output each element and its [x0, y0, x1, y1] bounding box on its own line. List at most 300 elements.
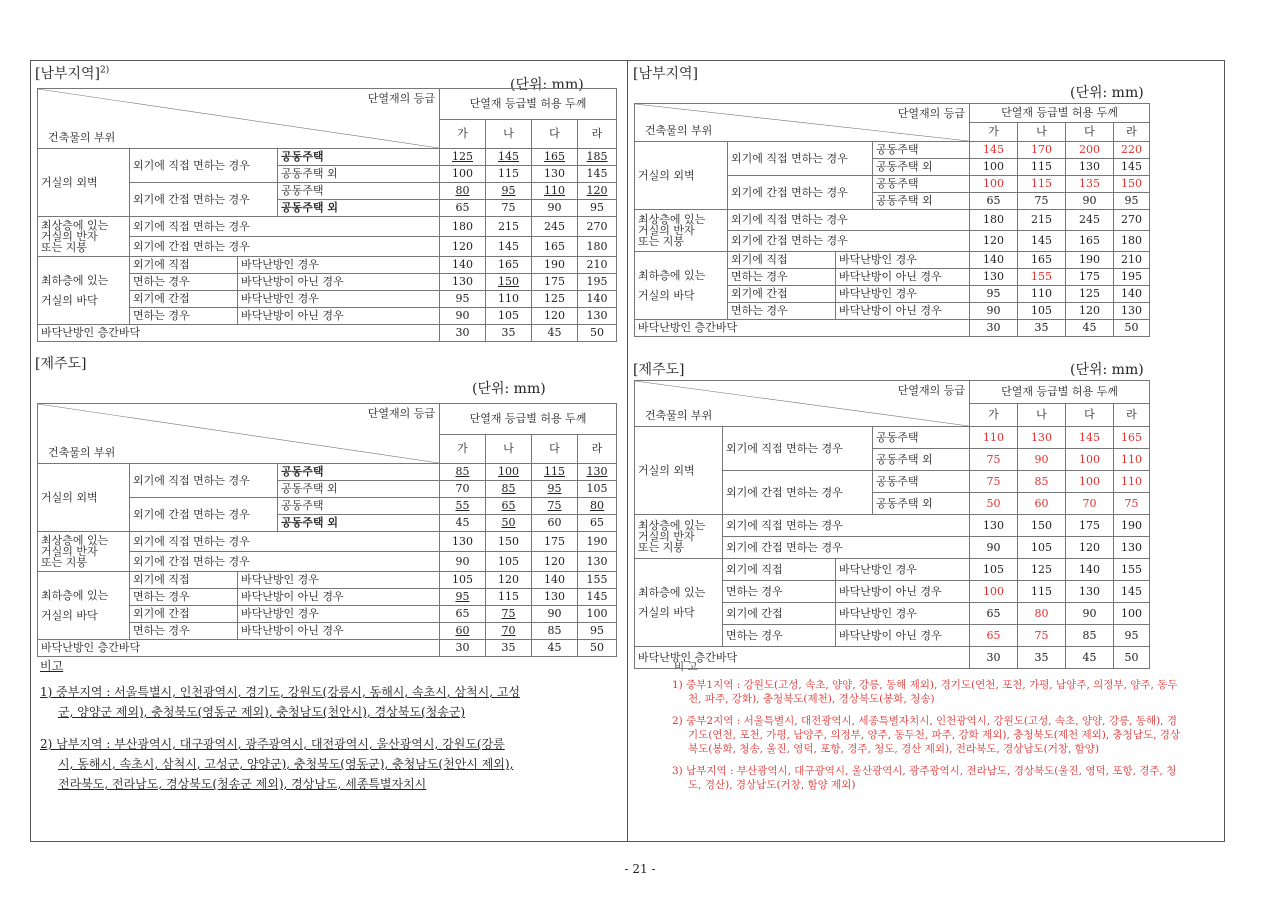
rj-wi_apt-value: 85 — [1018, 471, 1066, 493]
rs-wi_ex-value: 65 — [970, 193, 1018, 210]
grade-da-header: 다 — [1066, 404, 1114, 427]
lj-fih-value: 65 — [440, 606, 486, 623]
lj-ri-value: 90 — [440, 552, 486, 572]
mid-floor-label: 바닥난방인 층간바닥 — [38, 325, 440, 342]
floor-label-line: 거실의 바닥 — [41, 293, 98, 307]
rs-fdh-value: 210 — [1114, 252, 1150, 269]
wall-indirect-label: 외기에 간접 면하는 경우 — [130, 498, 278, 532]
roof-label-line: 최상층에 있는 — [638, 519, 706, 532]
apt-label: 공동주택 — [278, 183, 440, 200]
heated-label: 바닥난방인 경우 — [238, 606, 440, 623]
roof-label-line: 최상층에 있는 — [41, 219, 109, 232]
lj-fdn-value: 95 — [440, 589, 486, 606]
ls-fin-value: 105 — [486, 308, 532, 325]
rj-wd_apt-value: 110 — [970, 427, 1018, 449]
left-notes — [40, 656, 590, 794]
apt-ex-label: 공동주택 외 — [278, 515, 440, 532]
apt-ex-label: 공동주택 외 — [873, 449, 970, 471]
heated-label: 바닥난방인 경우 — [836, 559, 970, 581]
header-diagonal-cell — [635, 381, 970, 427]
rs-wd_apt-value: 145 — [970, 142, 1018, 159]
lj-mid-value: 35 — [486, 640, 532, 657]
column-divider — [627, 60, 628, 842]
lj-fin-value: 95 — [578, 623, 617, 640]
rs-wd_apt-value: 170 — [1018, 142, 1066, 159]
ls-fih-value: 95 — [440, 291, 486, 308]
right-south-heading: [남부지역] — [633, 66, 699, 82]
floor-indirect-label-2: 면하는 경우 — [130, 623, 238, 640]
floor-direct-label-1: 외기에 직접 — [130, 572, 238, 589]
rs-wi_ex-value: 95 — [1114, 193, 1150, 210]
roof-label — [635, 210, 728, 252]
lj-wd_apt-value: 130 — [578, 464, 617, 481]
rs-rd-value: 215 — [1018, 210, 1066, 231]
lj-mid-value: 50 — [578, 640, 617, 657]
apt-label: 공동주택 — [873, 471, 970, 493]
ls-fin-value: 130 — [578, 308, 617, 325]
ls-wd_ex-value: 115 — [486, 166, 532, 183]
wall-direct-label: 외기에 직접 면하는 경우 — [130, 149, 278, 183]
lj-grid — [37, 403, 617, 657]
heated-label: 바닥난방인 경우 — [836, 252, 970, 269]
rj-rd-value: 150 — [1018, 515, 1066, 537]
rs-mid-value: 50 — [1114, 320, 1150, 337]
lj-fdn-value: 145 — [578, 589, 617, 606]
rj-wi_ex-value: 60 — [1018, 493, 1066, 515]
rs-wd_ex-value: 145 — [1114, 159, 1150, 176]
ls-wd_apt-value: 165 — [532, 149, 578, 166]
ls-rd-value: 245 — [532, 217, 578, 237]
ls-fdh-value: 165 — [486, 257, 532, 274]
left-note-1a: 1) 중부지역 : 서울특별시, 인천광역시, 경기도, 강원도(강릉시, 동해시, 속초시, 삼척시, 고성 — [40, 685, 521, 699]
apt-ex-label: 공동주택 외 — [873, 493, 970, 515]
floor-label-line: 최하층에 있는 — [638, 585, 706, 599]
roof-indirect-label: 외기에 간접 면하는 경우 — [130, 552, 440, 572]
ls-fdn-value: 130 — [440, 274, 486, 291]
ls-wi_ex-value: 90 — [532, 200, 578, 217]
mid-floor-label: 바닥난방인 층간바닥 — [635, 647, 970, 669]
heated-label: 바닥난방인 경우 — [238, 257, 440, 274]
left-notes-title: 비고 — [40, 659, 64, 673]
wall-indirect-label: 외기에 간접 면하는 경우 — [728, 176, 873, 210]
lj-wi_apt-value: 80 — [578, 498, 617, 515]
ls-wi_apt-value: 120 — [578, 183, 617, 200]
rs-rd-value: 270 — [1114, 210, 1150, 231]
lj-wd_ex-value: 85 — [486, 481, 532, 498]
apt-ex-label: 공동주택 외 — [278, 200, 440, 217]
roof-label-line: 거실의 반자 — [41, 230, 98, 243]
rj-fih-value: 100 — [1114, 603, 1150, 625]
wall-direct-label: 외기에 직접 면하는 경우 — [728, 142, 873, 176]
lj-fih-value: 100 — [578, 606, 617, 623]
ls-fih-value: 125 — [532, 291, 578, 308]
rs-fin-value: 90 — [970, 303, 1018, 320]
floor-label — [38, 572, 130, 640]
apt-ex-label: 공동주택 외 — [278, 166, 440, 183]
ls-mid-value: 45 — [532, 325, 578, 342]
roof-indirect-label: 외기에 간접 면하는 경우 — [723, 537, 970, 559]
rs-fih-value: 125 — [1066, 286, 1114, 303]
rs-rd-value: 180 — [970, 210, 1018, 231]
rs-mid-value: 30 — [970, 320, 1018, 337]
floor-label-line: 최하층에 있는 — [41, 588, 109, 602]
rj-fdh-value: 125 — [1018, 559, 1066, 581]
ls-fdh-value: 210 — [578, 257, 617, 274]
rs-ri-value: 145 — [1018, 231, 1066, 252]
ls-ri-value: 120 — [440, 237, 486, 257]
ls-wi_apt-value: 95 — [486, 183, 532, 200]
rs-wd_ex-value: 130 — [1066, 159, 1114, 176]
left-note-1b: 군, 양양군 제외), 충청북도(영동군 제외), 충청남도(천안시), 경상북도(청송군) — [58, 705, 466, 719]
floor-direct-label-2: 면하는 경우 — [723, 581, 836, 603]
rs-mid-value: 35 — [1018, 320, 1066, 337]
lj-wi_ex-value: 60 — [532, 515, 578, 532]
page-number: - 21 - — [624, 862, 656, 876]
floor-label-line: 거실의 바닥 — [638, 605, 695, 619]
wall-label: 거실의 외벽 — [635, 142, 728, 210]
rj-fih-value: 80 — [1018, 603, 1066, 625]
ls-wi_apt-value: 80 — [440, 183, 486, 200]
rs-grid — [634, 103, 1150, 337]
rj-mid-value: 30 — [970, 647, 1018, 669]
floor-direct-label-2: 면하는 경우 — [130, 589, 238, 606]
apt-ex-label: 공동주택 외 — [873, 159, 970, 176]
roof-label-line: 거실의 반자 — [638, 224, 695, 237]
ls-grid — [37, 88, 617, 342]
part-header-label: 건축물의 부위 — [645, 124, 713, 137]
left-jeju-heading: [제주도] — [35, 356, 87, 372]
grade-header-label: 단열재의 등급 — [897, 384, 965, 397]
rs-wi_apt-value: 100 — [970, 176, 1018, 193]
header-diagonal-cell — [38, 89, 440, 149]
grade-header-label: 단열재의 등급 — [897, 107, 965, 120]
rs-wi_ex-value: 75 — [1018, 193, 1066, 210]
header-diagonal-cell — [38, 404, 440, 464]
roof-label — [635, 515, 723, 559]
floor-label — [635, 252, 728, 320]
floor-indirect-label-1: 외기에 간접 — [130, 291, 238, 308]
ls-fdn-value: 150 — [486, 274, 532, 291]
grade-ra-header: 라 — [578, 120, 617, 149]
header-diagonal-cell — [635, 104, 970, 142]
wall-indirect-label: 외기에 간접 면하는 경우 — [130, 183, 278, 217]
lj-ri-value: 130 — [578, 552, 617, 572]
floor-indirect-label-2: 면하는 경우 — [728, 303, 836, 320]
roof-direct-label: 외기에 직접 면하는 경우 — [723, 515, 970, 537]
lj-mid-value: 30 — [440, 640, 486, 657]
grade-da-header: 다 — [532, 120, 578, 149]
nonheated-label: 바닥난방이 아닌 경우 — [836, 581, 970, 603]
heated-label: 바닥난방인 경우 — [238, 572, 440, 589]
lj-fih-value: 75 — [486, 606, 532, 623]
roof-label — [38, 532, 130, 572]
lj-rd-value: 130 — [440, 532, 486, 552]
grade-na-header: 나 — [1018, 404, 1066, 427]
ls-rd-value: 270 — [578, 217, 617, 237]
thickness-header: 단열재 등급별 허용 두께 — [440, 404, 617, 435]
grade-na-header: 나 — [486, 120, 532, 149]
wall-label: 거실의 외벽 — [38, 149, 130, 217]
floor-label-line: 최하층에 있는 — [41, 273, 109, 287]
rj-ri-value: 120 — [1066, 537, 1114, 559]
rj-wi_apt-value: 100 — [1066, 471, 1114, 493]
rj-wi_apt-value: 75 — [970, 471, 1018, 493]
right-jeju-heading: [제주도] — [633, 362, 685, 378]
rs-fdh-value: 140 — [970, 252, 1018, 269]
lj-rd-value: 150 — [486, 532, 532, 552]
right-note-1: 1) 중부1지역 : 강원도(고성, 속초, 양양, 강릉, 동해 제외), 경기도(연천, 포천, 가평, 남양주, 의정부, 양주, 동두천, 파주, 강화), 충청북도(제천), 경상북도(봉화, 청송) — [672, 679, 1178, 705]
right-south-unit: (단위: mm) — [1070, 85, 1144, 101]
rj-fih-value: 65 — [970, 603, 1018, 625]
rs-fin-value: 120 — [1066, 303, 1114, 320]
left-south-heading: [남부지역]$^{2)}$ — [35, 65, 110, 82]
grade-ga-header: 가 — [970, 404, 1018, 427]
lj-ri-value: 120 — [532, 552, 578, 572]
roof-label-line: 최상층에 있는 — [41, 534, 109, 547]
rj-wi_apt-value: 110 — [1114, 471, 1150, 493]
lj-wd_apt-value: 115 — [532, 464, 578, 481]
part-header-label: 건축물의 부위 — [645, 409, 713, 422]
roof-indirect-label: 외기에 간접 면하는 경우 — [728, 231, 970, 252]
rs-wi_ex-value: 90 — [1066, 193, 1114, 210]
nonheated-label: 바닥난방이 아닌 경우 — [836, 303, 970, 320]
apt-label: 공동주택 — [873, 176, 970, 193]
ls-wd_ex-value: 100 — [440, 166, 486, 183]
ls-fdn-value: 175 — [532, 274, 578, 291]
roof-label-line: 거실의 반자 — [41, 545, 98, 558]
apt-label: 공동주택 — [278, 498, 440, 515]
nonheated-label: 바닥난방이 아닌 경우 — [836, 269, 970, 286]
thickness-header: 단열재 등급별 허용 두께 — [440, 89, 617, 120]
floor-direct-label-1: 외기에 직접 — [130, 257, 238, 274]
rj-fdn-value: 130 — [1066, 581, 1114, 603]
heated-label: 바닥난방인 경우 — [836, 603, 970, 625]
rs-fih-value: 110 — [1018, 286, 1066, 303]
rj-wd_apt-value: 165 — [1114, 427, 1150, 449]
rs-fin-value: 105 — [1018, 303, 1066, 320]
mid-floor-label: 바닥난방인 층간바닥 — [38, 640, 440, 657]
lj-fin-value: 60 — [440, 623, 486, 640]
lj-fdh-value: 140 — [532, 572, 578, 589]
grade-header-label: 단열재의 등급 — [367, 92, 435, 105]
rs-ri-value: 165 — [1066, 231, 1114, 252]
thickness-header: 단열재 등급별 허용 두께 — [970, 104, 1150, 123]
floor-direct-label-1: 외기에 직접 — [723, 559, 836, 581]
roof-label-line: 또는 지붕 — [638, 235, 685, 248]
rs-wi_apt-value: 115 — [1018, 176, 1066, 193]
lj-wi_ex-value: 65 — [578, 515, 617, 532]
ls-fih-value: 110 — [486, 291, 532, 308]
ls-fdh-value: 140 — [440, 257, 486, 274]
grade-na-header: 나 — [1018, 123, 1066, 142]
grade-ga-header: 가 — [440, 435, 486, 464]
rs-wi_apt-value: 150 — [1114, 176, 1150, 193]
ls-mid-value: 30 — [440, 325, 486, 342]
rj-rd-value: 130 — [970, 515, 1018, 537]
nonheated-label: 바닥난방이 아닌 경우 — [836, 625, 970, 647]
lj-rd-value: 175 — [532, 532, 578, 552]
rs-fdh-value: 165 — [1018, 252, 1066, 269]
rs-wd_ex-value: 100 — [970, 159, 1018, 176]
apt-label: 공동주택 — [278, 149, 440, 166]
rs-fdh-value: 190 — [1066, 252, 1114, 269]
lj-wd_apt-value: 100 — [486, 464, 532, 481]
rs-fdn-value: 130 — [970, 269, 1018, 286]
wall-direct-label: 외기에 직접 면하는 경우 — [130, 464, 278, 498]
roof-label — [38, 217, 130, 257]
ls-wi_ex-value: 65 — [440, 200, 486, 217]
lj-fdn-value: 130 — [532, 589, 578, 606]
rj-fdh-value: 155 — [1114, 559, 1150, 581]
lj-fdh-value: 120 — [486, 572, 532, 589]
rj-fin-value: 65 — [970, 625, 1018, 647]
wall-label: 거실의 외벽 — [38, 464, 130, 532]
roof-direct-label: 외기에 직접 면하는 경우 — [130, 217, 440, 237]
lj-rd-value: 190 — [578, 532, 617, 552]
floor-direct-label-2: 면하는 경우 — [130, 274, 238, 291]
apt-ex-label: 공동주택 외 — [278, 481, 440, 498]
rj-ri-value: 130 — [1114, 537, 1150, 559]
lj-wi_ex-value: 45 — [440, 515, 486, 532]
left-note-2c: 전라북도, 전라남도, 경상북도(청송군 제외), 경상남도, 세종특별자치시 — [58, 777, 427, 791]
ls-mid-value: 50 — [578, 325, 617, 342]
roof-direct-label: 외기에 직접 면하는 경우 — [130, 532, 440, 552]
ls-wd_apt-value: 145 — [486, 149, 532, 166]
rj-mid-value: 45 — [1066, 647, 1114, 669]
floor-indirect-label-1: 외기에 간접 — [723, 603, 836, 625]
rj-wd_apt-value: 130 — [1018, 427, 1066, 449]
rs-wi_apt-value: 135 — [1066, 176, 1114, 193]
wall-direct-label: 외기에 직접 면하는 경우 — [723, 427, 873, 471]
grade-na-header: 나 — [486, 435, 532, 464]
rj-fih-value: 90 — [1066, 603, 1114, 625]
rs-fdn-value: 175 — [1066, 269, 1114, 286]
rj-grid — [634, 380, 1150, 669]
rs-rd-value: 245 — [1066, 210, 1114, 231]
floor-indirect-label-2: 면하는 경우 — [723, 625, 836, 647]
rs-fih-value: 140 — [1114, 286, 1150, 303]
floor-indirect-label-1: 외기에 간접 — [728, 286, 836, 303]
left-note-2a: 2) 남부지역 : 부산광역시, 대구광역시, 광주광역시, 대전광역시, 울산광역시, 강원도(강릉 — [40, 737, 505, 751]
rj-rd-value: 175 — [1066, 515, 1114, 537]
rs-mid-value: 45 — [1066, 320, 1114, 337]
rs-wd_apt-value: 200 — [1066, 142, 1114, 159]
roof-indirect-label: 외기에 간접 면하는 경우 — [130, 237, 440, 257]
floor-indirect-label-1: 외기에 간접 — [130, 606, 238, 623]
floor-direct-label-2: 면하는 경우 — [728, 269, 836, 286]
rj-ri-value: 105 — [1018, 537, 1066, 559]
roof-label-line: 또는 지붕 — [41, 556, 88, 569]
rj-fin-value: 85 — [1066, 625, 1114, 647]
ls-wi_ex-value: 95 — [578, 200, 617, 217]
mid-floor-label: 바닥난방인 층간바닥 — [635, 320, 970, 337]
lj-wd_apt-value: 85 — [440, 464, 486, 481]
ls-fdn-value: 195 — [578, 274, 617, 291]
grade-ga-header: 가 — [970, 123, 1018, 142]
grade-header-label: 단열재의 등급 — [367, 407, 435, 420]
lj-wd_ex-value: 95 — [532, 481, 578, 498]
ls-wi_ex-value: 75 — [486, 200, 532, 217]
lj-wd_ex-value: 70 — [440, 481, 486, 498]
lj-fin-value: 85 — [532, 623, 578, 640]
rj-fdh-value: 105 — [970, 559, 1018, 581]
lj-wd_ex-value: 105 — [578, 481, 617, 498]
rj-fdn-value: 100 — [970, 581, 1018, 603]
rs-ri-value: 120 — [970, 231, 1018, 252]
grade-ga-header: 가 — [440, 120, 486, 149]
ls-wi_apt-value: 110 — [532, 183, 578, 200]
rj-mid-value: 35 — [1018, 647, 1066, 669]
roof-label-line: 최상층에 있는 — [638, 213, 706, 226]
ls-fin-value: 120 — [532, 308, 578, 325]
ls-wd_apt-value: 125 — [440, 149, 486, 166]
rj-wd_ex-value: 100 — [1066, 449, 1114, 471]
ls-ri-value: 180 — [578, 237, 617, 257]
grade-ra-header: 라 — [578, 435, 617, 464]
lj-ri-value: 105 — [486, 552, 532, 572]
rj-wi_ex-value: 70 — [1066, 493, 1114, 515]
rs-fih-value: 95 — [970, 286, 1018, 303]
rj-fdn-value: 115 — [1018, 581, 1066, 603]
rj-wd_ex-value: 90 — [1018, 449, 1066, 471]
nonheated-label: 바닥난방이 아닌 경우 — [238, 589, 440, 606]
left-note-2b: 시, 동해시, 속초시, 삼척시, 고성군, 양양군), 충청북도(영동군), 충청남도(천안시 제외), — [58, 757, 514, 771]
lj-wi_apt-value: 55 — [440, 498, 486, 515]
ls-fdh-value: 190 — [532, 257, 578, 274]
rj-ri-value: 90 — [970, 537, 1018, 559]
rs-fdn-value: 155 — [1018, 269, 1066, 286]
right-notes — [672, 660, 1184, 800]
roof-label-line: 또는 지붕 — [638, 541, 685, 554]
roof-label-line: 거실의 반자 — [638, 530, 695, 543]
right-notes-title: 비 고 — [674, 661, 698, 673]
grade-ra-header: 라 — [1114, 123, 1150, 142]
floor-label-line: 거실의 바닥 — [638, 288, 695, 302]
roof-direct-label: 외기에 직접 면하는 경우 — [728, 210, 970, 231]
floor-label — [635, 559, 723, 647]
wall-indirect-label: 외기에 간접 면하는 경우 — [723, 471, 873, 515]
apt-ex-label: 공동주택 외 — [873, 193, 970, 210]
grade-da-header: 다 — [532, 435, 578, 464]
roof-label-line: 또는 지붕 — [41, 241, 88, 254]
ls-mid-value: 35 — [486, 325, 532, 342]
floor-direct-label-1: 외기에 직접 — [728, 252, 836, 269]
ls-fih-value: 140 — [578, 291, 617, 308]
rj-wi_ex-value: 50 — [970, 493, 1018, 515]
rs-wd_apt-value: 220 — [1114, 142, 1150, 159]
rs-fdn-value: 195 — [1114, 269, 1150, 286]
apt-label: 공동주택 — [278, 464, 440, 481]
part-header-label: 건축물의 부위 — [48, 446, 116, 459]
floor-indirect-label-2: 면하는 경우 — [130, 308, 238, 325]
rj-rd-value: 190 — [1114, 515, 1150, 537]
lj-wi_ex-value: 50 — [486, 515, 532, 532]
ls-rd-value: 180 — [440, 217, 486, 237]
rs-wd_ex-value: 115 — [1018, 159, 1066, 176]
right-note-3: 3) 남부지역 : 부산광역시, 대구광역시, 울산광역시, 광주광역시, 전라남도, 경상북도(울진, 영덕, 포항, 경주, 청도, 경산), 경상남도(거창, 함양 제외) — [672, 765, 1177, 791]
left-jeju-unit: (단위: mm) — [472, 381, 546, 397]
rj-wd_apt-value: 145 — [1066, 427, 1114, 449]
ls-wd_apt-value: 185 — [578, 149, 617, 166]
lj-fin-value: 70 — [486, 623, 532, 640]
apt-label: 공동주택 — [873, 427, 970, 449]
rj-fdn-value: 145 — [1114, 581, 1150, 603]
floor-label — [38, 257, 130, 325]
lj-wi_apt-value: 65 — [486, 498, 532, 515]
lj-wi_apt-value: 75 — [532, 498, 578, 515]
rj-fdh-value: 140 — [1066, 559, 1114, 581]
right-jeju-unit: (단위: mm) — [1070, 362, 1144, 378]
